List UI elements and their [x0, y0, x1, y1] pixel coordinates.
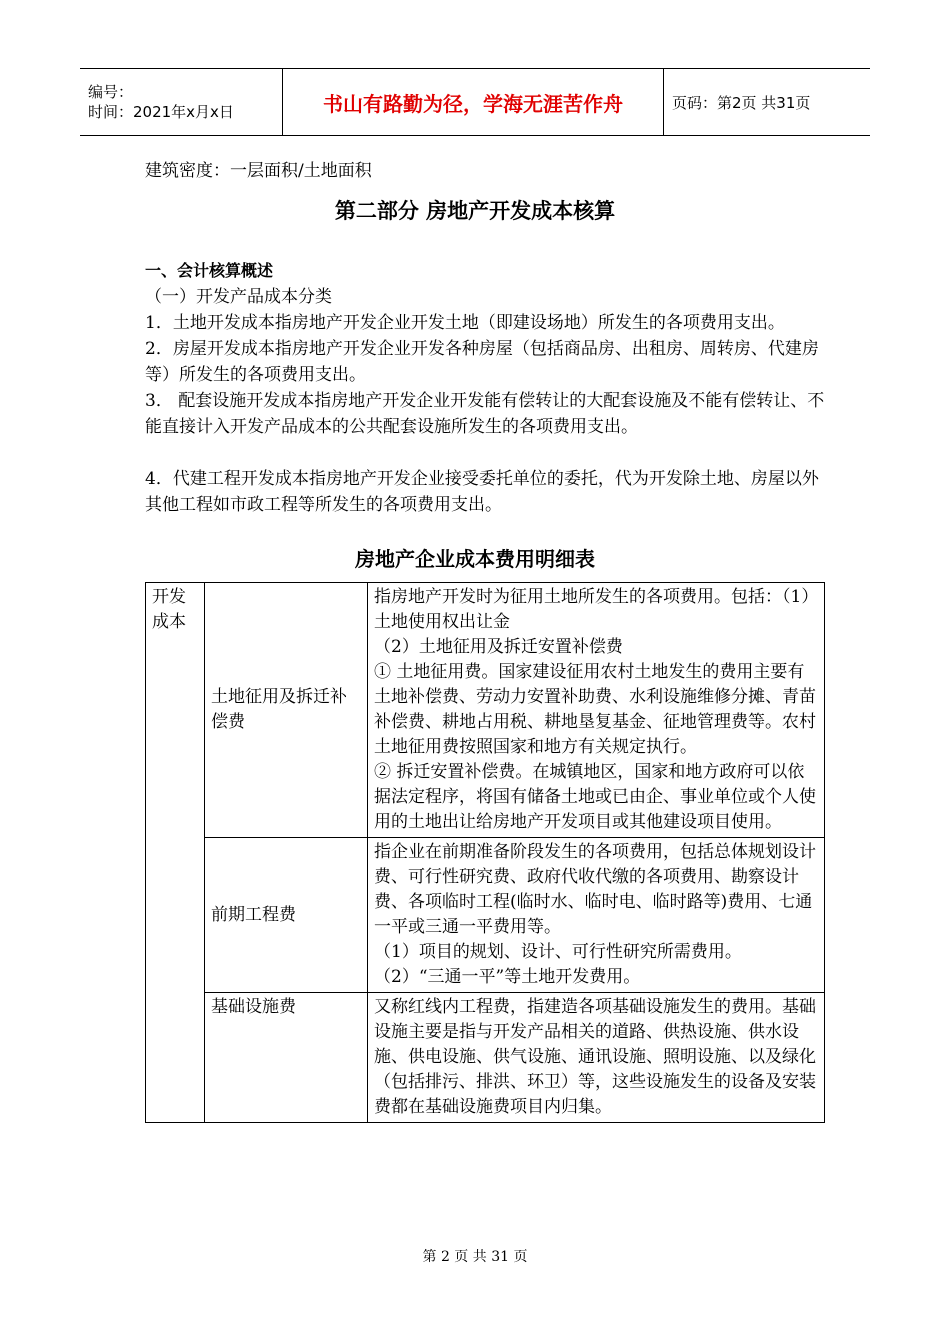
section-heading: 一、会计核算概述 [145, 261, 274, 280]
desc-line: （1）项目的规划、设计、可行性研究所需费用。 [374, 942, 742, 962]
row-name-cell: 基础设施费 [205, 993, 368, 1123]
header-motto-cell [283, 69, 664, 136]
table-row [146, 993, 825, 1123]
table-row [146, 583, 825, 838]
desc-line: ① 土地征用费。国家建设征用农村土地发生的费用主要有土地补偿费、劳动力安置补助费、水利设施维修分摊、青苗补偿费、耕地占用税、耕地垦复基金、征地管理费等。农村土地征用费按照国家和地方有关规定执行。 [374, 662, 816, 757]
desc-line: （2）土地征用及拆迁安置补偿费 [374, 637, 623, 657]
desc-line: 指企业在前期准备阶段发生的各项费用，包括总体规划设计费、可行性研究费、政府代收代缴的各项费用、勘察设计费、各项临时工程(临时水、临时电、临时路等)费用、七通一平或三通一平费用等。 [374, 842, 816, 937]
doc-date: 时间：2021年x月x日 [88, 103, 234, 121]
subsection-heading: （一）开发产品成本分类 [145, 287, 332, 307]
page-footer: 第 2 页 共 31 页 [422, 1249, 528, 1265]
density-line: 建筑密度：一层面积/土地面积 [145, 161, 372, 181]
table-row [146, 838, 825, 993]
desc-line: 指房地产开发时为征用土地所发生的各项费用。包括：（1）土地使用权出让金 [374, 587, 810, 632]
desc-line: 又称红线内工程费，指建造各项基础设施发生的费用。基础设施主要是指与开发产品相关的道路、供热设施、供水设施、供电设施、供气设施、通讯设施、照明设施、以及绿化（包括排污、排洪、环卫）等，这些设施发生的设备及安装费都在基础设施费项目内归集。 [374, 997, 816, 1117]
doc-number: 编号： [88, 83, 134, 101]
page-header [80, 68, 870, 136]
row-name-cell: 土地征用及拆迁补偿费 [205, 583, 368, 838]
cost-detail-table [145, 582, 825, 1123]
desc-line: ② 拆迁安置补偿费。在城镇地区，国家和地方政府可以依据法定程序，将国有储备土地或已由企、事业单位或个人使用的土地出让给房地产开发项目或其他建设项目使用。 [374, 762, 816, 832]
paragraph-item-1: 1．土地开发成本指房地产开发企业开发土地（即建设场地）所发生的各项费用支出。 [145, 313, 785, 333]
desc-line: （2）“三通一平”等土地开发费用。 [374, 967, 641, 987]
row-desc-cell [368, 583, 825, 838]
paragraph-item-3: 3． 配套设施开发成本指房地产开发企业开发能有偿转让的大配套设施及不能有偿转让、不能直接计入开发产品成本的公共配套设施所发生的各项费用支出。 [145, 391, 825, 437]
category-cell: 开发成本 [146, 583, 205, 1123]
header-left [80, 69, 283, 136]
header-page: 页码：第2页 共31页 [664, 69, 871, 136]
part-title: 第二部分 房地产开发成本核算 [334, 198, 616, 223]
row-name-cell: 前期工程费 [205, 838, 368, 993]
overview-section [145, 258, 825, 518]
header-motto: 书山有路勤为径，学海无涯苦作舟 [323, 91, 623, 116]
paragraph-item-2: 2．房屋开发成本指房地产开发企业开发各种房屋（包括商品房、出租房、周转房、代建房等）所发生的各项费用支出。 [145, 339, 819, 385]
table-title: 房地产企业成本费用明细表 [355, 547, 595, 571]
row-desc-cell [368, 838, 825, 993]
paragraph-item-4: 4．代建工程开发成本指房地产开发企业接受委托单位的委托，代为开发除土地、房屋以外其他工程如市政工程等所发生的各项费用支出。 [145, 469, 819, 515]
row-desc-cell [368, 993, 825, 1123]
